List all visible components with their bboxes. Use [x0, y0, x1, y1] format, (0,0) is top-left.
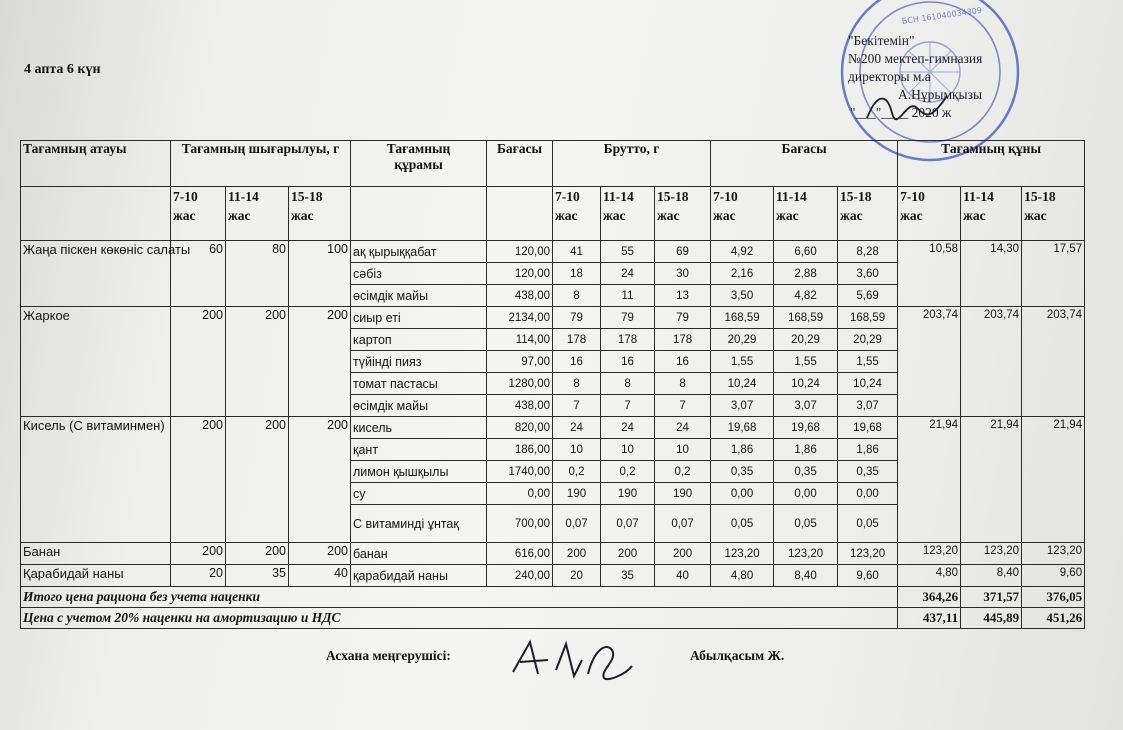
dish-output-grams: 60 — [171, 241, 226, 307]
ingredient-gross: 7 — [601, 395, 655, 417]
age-range: 15-18 — [657, 189, 689, 204]
dish-cost: 17,57 — [1022, 241, 1085, 307]
cost-age-0 — [898, 187, 961, 241]
ingredient-name: су — [351, 483, 487, 505]
ingredient-price: 438,00 — [487, 285, 553, 307]
dish-name: Банан — [21, 543, 171, 565]
table-row — [21, 241, 1085, 263]
age-unit: жас — [555, 208, 578, 223]
age-range: 7-10 — [713, 189, 738, 204]
ingredient-gross: 0,2 — [601, 461, 655, 483]
dish-output-grams: 80 — [226, 241, 289, 307]
age-range: 7-10 — [555, 189, 580, 204]
dish-output-grams: 35 — [226, 565, 289, 587]
ingredient-amount: 2,16 — [711, 263, 774, 285]
ingredient-price: 97,00 — [487, 351, 553, 373]
total-markup-row — [21, 608, 1085, 629]
ingredient-gross: 190 — [553, 483, 601, 505]
ingredient-amount: 8,40 — [774, 565, 838, 587]
total-no-markup-row — [21, 587, 1085, 608]
footer-name: Абылқасым Ж. — [690, 648, 785, 663]
dish-output-grams: 200 — [171, 417, 226, 543]
ingredient-amount: 4,80 — [711, 565, 774, 587]
ingredient-amount: 1,55 — [711, 351, 774, 373]
menu-cost-table — [20, 140, 1085, 629]
ingredient-gross: 55 — [601, 241, 655, 263]
cost-age-2 — [1022, 187, 1085, 241]
ingredient-price: 820,00 — [487, 417, 553, 439]
ingredient-name: қарабидай наны — [351, 565, 487, 587]
dish-cost: 14,30 — [961, 241, 1022, 307]
ingredient-gross: 41 — [553, 241, 601, 263]
ingredient-gross: 24 — [601, 417, 655, 439]
ingredient-gross: 8 — [553, 285, 601, 307]
dish-cost: 21,94 — [898, 417, 961, 543]
ingredient-gross: 35 — [601, 565, 655, 587]
ingredient-amount: 3,07 — [838, 395, 898, 417]
age-unit: жас — [173, 208, 196, 223]
dish-output-grams: 200 — [171, 307, 226, 417]
age-header-blank-price — [487, 187, 553, 241]
ingredient-gross: 0,2 — [655, 461, 711, 483]
dish-output-grams: 200 — [226, 543, 289, 565]
total-markup-11-14: 445,89 — [961, 608, 1022, 629]
age-unit: жас — [1024, 208, 1047, 223]
ingredient-gross: 13 — [655, 285, 711, 307]
approval-title: "Бекітемін" — [848, 33, 915, 48]
ingredient-gross: 10 — [553, 439, 601, 461]
ingredient-price: 700,00 — [487, 505, 553, 543]
ingredient-name: сиыр еті — [351, 307, 487, 329]
gross-age-1 — [601, 187, 655, 241]
ingredient-price: 120,00 — [487, 241, 553, 263]
age-range: 15-18 — [291, 189, 323, 204]
dish-cost: 4,80 — [898, 565, 961, 587]
ingredient-amount: 3,07 — [774, 395, 838, 417]
age-unit: жас — [603, 208, 626, 223]
col-output: Тағамның шығарылуы, г — [171, 141, 351, 187]
ingredient-name: банан — [351, 543, 487, 565]
age-range: 15-18 — [840, 189, 872, 204]
ingredient-amount: 4,92 — [711, 241, 774, 263]
ingredient-amount: 6,60 — [774, 241, 838, 263]
ingredient-amount: 3,07 — [711, 395, 774, 417]
dish-output-grams: 200 — [226, 307, 289, 417]
ingredient-gross: 0,07 — [553, 505, 601, 543]
ingredient-amount: 19,68 — [774, 417, 838, 439]
ingredient-price: 120,00 — [487, 263, 553, 285]
ingredient-name: қант — [351, 439, 487, 461]
total-no-markup-15-18: 376,05 — [1022, 587, 1085, 608]
age-unit: жас — [840, 208, 863, 223]
ingredient-gross: 0,07 — [601, 505, 655, 543]
total-markup-15-18: 451,26 — [1022, 608, 1085, 629]
ingredient-gross: 11 — [601, 285, 655, 307]
ingredient-gross: 10 — [601, 439, 655, 461]
table-row — [21, 417, 1085, 439]
dish-name: Жаркое — [21, 307, 171, 417]
table-row — [21, 565, 1085, 587]
dish-output-grams: 100 — [289, 241, 351, 307]
ingredient-price: 0,00 — [487, 483, 553, 505]
age-unit: жас — [291, 208, 314, 223]
ingredient-gross: 200 — [601, 543, 655, 565]
ingredient-gross: 16 — [553, 351, 601, 373]
approval-name: А.Нұрымқызы — [898, 87, 983, 102]
ingredient-gross: 7 — [553, 395, 601, 417]
ingredient-amount: 168,59 — [711, 307, 774, 329]
dish-output-grams: 200 — [226, 417, 289, 543]
age-range: 15-18 — [1024, 189, 1056, 204]
approval-date: "___"____ 2020 ж — [850, 105, 952, 120]
ingredient-amount: 0,05 — [711, 505, 774, 543]
ingredient-price: 438,00 — [487, 395, 553, 417]
table-body — [21, 241, 1085, 587]
col-gross: Брутто, г — [553, 141, 711, 187]
age-range: 11-14 — [776, 189, 807, 204]
ingredient-gross: 10 — [655, 439, 711, 461]
ingredient-price: 240,00 — [487, 565, 553, 587]
age-unit: жас — [963, 208, 986, 223]
ingredient-amount: 1,55 — [774, 351, 838, 373]
ingredient-amount: 123,20 — [838, 543, 898, 565]
ingredient-amount: 168,59 — [774, 307, 838, 329]
gross-age-0 — [553, 187, 601, 241]
ingredient-gross: 40 — [655, 565, 711, 587]
dish-cost: 123,20 — [898, 543, 961, 565]
ingredient-gross: 24 — [655, 417, 711, 439]
ingredient-name: сәбіз — [351, 263, 487, 285]
stamp-bin: БСН 161040034309 — [901, 5, 983, 26]
dish-name: Қарабидай наны — [21, 565, 171, 587]
output-age-2 — [289, 187, 351, 241]
age-range: 7-10 — [173, 189, 198, 204]
ingredient-name: түйінді пияз — [351, 351, 487, 373]
ingredient-name: лимон қышқылы — [351, 461, 487, 483]
ingredient-price: 616,00 — [487, 543, 553, 565]
dish-output-grams: 40 — [289, 565, 351, 587]
col-price-2: Бағасы — [711, 141, 898, 187]
ingredient-gross: 79 — [601, 307, 655, 329]
ingredient-gross: 178 — [601, 329, 655, 351]
ingredient-amount: 10,24 — [711, 373, 774, 395]
ingredient-gross: 0,2 — [553, 461, 601, 483]
ingredient-amount: 0,00 — [774, 483, 838, 505]
ingredient-gross: 8 — [553, 373, 601, 395]
cost-age-1 — [961, 187, 1022, 241]
ingredient-price: 2134,00 — [487, 307, 553, 329]
table-row — [21, 543, 1085, 565]
director-signature-icon — [862, 88, 952, 128]
ingredient-gross: 79 — [553, 307, 601, 329]
ingredient-gross: 190 — [655, 483, 711, 505]
col-cost: Тағамның құны — [898, 141, 1085, 187]
ingredient-amount: 20,29 — [711, 329, 774, 351]
ingredient-name: кисель — [351, 417, 487, 439]
week-day-label: 4 апта 6 күн — [24, 62, 101, 77]
dish-cost: 203,74 — [961, 307, 1022, 417]
ingredient-gross: 190 — [601, 483, 655, 505]
ingredient-amount: 19,68 — [838, 417, 898, 439]
ingredient-gross: 8 — [601, 373, 655, 395]
ingredient-gross: 79 — [655, 307, 711, 329]
ingredient-gross: 69 — [655, 241, 711, 263]
approval-school: №200 мектеп-гимназия — [848, 51, 983, 66]
ingredient-gross: 0,07 — [655, 505, 711, 543]
ingredient-amount: 0,35 — [838, 461, 898, 483]
col-dish-name: Тағамның атауы — [21, 141, 171, 187]
ingredient-gross: 200 — [655, 543, 711, 565]
ingredient-amount: 0,35 — [774, 461, 838, 483]
footer-role: Асхана меңгерушісі: — [326, 648, 451, 663]
dish-cost: 203,74 — [1022, 307, 1085, 417]
total-no-markup-label: Итого цена рациона без учета наценки — [21, 587, 898, 608]
dish-output-grams: 200 — [171, 543, 226, 565]
ingredient-amount: 1,86 — [838, 439, 898, 461]
gross-age-2 — [655, 187, 711, 241]
total-no-markup-7-10: 364,26 — [898, 587, 961, 608]
ingredient-name: картоп — [351, 329, 487, 351]
age-unit: жас — [228, 208, 251, 223]
ingredient-amount: 10,24 — [838, 373, 898, 395]
dish-cost: 21,94 — [961, 417, 1022, 543]
output-age-1 — [226, 187, 289, 241]
dish-name: Кисель (С витаминмен) — [21, 417, 171, 543]
age-range: 11-14 — [228, 189, 259, 204]
price2-age-0 — [711, 187, 774, 241]
ingredient-price: 186,00 — [487, 439, 553, 461]
dish-output-grams: 200 — [289, 307, 351, 417]
ingredient-amount: 0,00 — [711, 483, 774, 505]
dish-output-grams: 20 — [171, 565, 226, 587]
dish-cost: 9,60 — [1022, 565, 1085, 587]
ingredient-amount: 4,82 — [774, 285, 838, 307]
ingredient-gross: 178 — [553, 329, 601, 351]
table-row — [21, 307, 1085, 329]
ingredient-name: өсімдік майы — [351, 395, 487, 417]
ingredient-amount: 0,35 — [711, 461, 774, 483]
dish-cost: 123,20 — [1022, 543, 1085, 565]
age-unit: жас — [713, 208, 736, 223]
ingredient-amount: 10,24 — [774, 373, 838, 395]
age-range: 7-10 — [900, 189, 925, 204]
ingredient-price: 1740,00 — [487, 461, 553, 483]
ingredient-gross: 7 — [655, 395, 711, 417]
price2-age-2 — [838, 187, 898, 241]
age-range: 11-14 — [963, 189, 994, 204]
ingredient-amount: 3,60 — [838, 263, 898, 285]
total-markup-label: Цена с учетом 20% наценки на амортизацию и НДС — [21, 608, 898, 629]
ingredient-amount: 1,86 — [774, 439, 838, 461]
ingredient-amount: 8,28 — [838, 241, 898, 263]
ingredient-gross: 8 — [655, 373, 711, 395]
dish-name: Жаңа піскен көкөніс салаты — [21, 241, 171, 307]
age-header-blank — [21, 187, 171, 241]
age-unit: жас — [776, 208, 799, 223]
ingredient-gross: 18 — [553, 263, 601, 285]
ingredient-amount: 0,05 — [774, 505, 838, 543]
dish-cost: 123,20 — [961, 543, 1022, 565]
ingredient-amount: 9,60 — [838, 565, 898, 587]
dish-cost: 8,40 — [961, 565, 1022, 587]
ingredient-name: С витаминді ұнтақ — [351, 505, 487, 543]
ingredient-amount: 3,50 — [711, 285, 774, 307]
age-unit: жас — [900, 208, 923, 223]
dish-cost: 21,94 — [1022, 417, 1085, 543]
ingredient-amount: 20,29 — [838, 329, 898, 351]
dish-output-grams: 200 — [289, 417, 351, 543]
ingredient-amount: 0,00 — [838, 483, 898, 505]
ingredient-amount: 123,20 — [711, 543, 774, 565]
price2-age-1 — [774, 187, 838, 241]
age-range: 11-14 — [603, 189, 634, 204]
col-price: Бағасы — [487, 141, 553, 187]
ingredient-gross: 16 — [655, 351, 711, 373]
dish-output-grams: 200 — [289, 543, 351, 565]
age-unit: жас — [657, 208, 680, 223]
total-no-markup-11-14: 371,57 — [961, 587, 1022, 608]
ingredient-amount: 20,29 — [774, 329, 838, 351]
approval-position: директоры м.а — [848, 69, 931, 84]
ingredient-amount: 1,55 — [838, 351, 898, 373]
ingredient-amount: 1,86 — [711, 439, 774, 461]
ingredient-gross: 24 — [601, 263, 655, 285]
ingredient-amount: 19,68 — [711, 417, 774, 439]
ingredient-name: томат пастасы — [351, 373, 487, 395]
ingredient-gross: 178 — [655, 329, 711, 351]
ingredient-amount: 168,59 — [838, 307, 898, 329]
ingredient-amount: 0,05 — [838, 505, 898, 543]
ingredient-gross: 24 — [553, 417, 601, 439]
ingredient-name: ақ қырыққабат — [351, 241, 487, 263]
age-header-row — [21, 187, 1085, 241]
age-header-blank-comp — [351, 187, 487, 241]
ingredient-gross: 200 — [553, 543, 601, 565]
ingredient-gross: 30 — [655, 263, 711, 285]
total-markup-7-10: 437,11 — [898, 608, 961, 629]
ingredient-name: өсімдік майы — [351, 285, 487, 307]
dish-cost: 203,74 — [898, 307, 961, 417]
ingredient-amount: 5,69 — [838, 285, 898, 307]
manager-signature-icon — [508, 630, 638, 686]
ingredient-gross: 20 — [553, 565, 601, 587]
ingredient-amount: 2,88 — [774, 263, 838, 285]
col-composition: Тағамның құрамы — [351, 141, 487, 187]
output-age-0 — [171, 187, 226, 241]
ingredient-price: 1280,00 — [487, 373, 553, 395]
ingredient-gross: 16 — [601, 351, 655, 373]
ingredient-amount: 123,20 — [774, 543, 838, 565]
dish-cost: 10,58 — [898, 241, 961, 307]
ingredient-price: 114,00 — [487, 329, 553, 351]
